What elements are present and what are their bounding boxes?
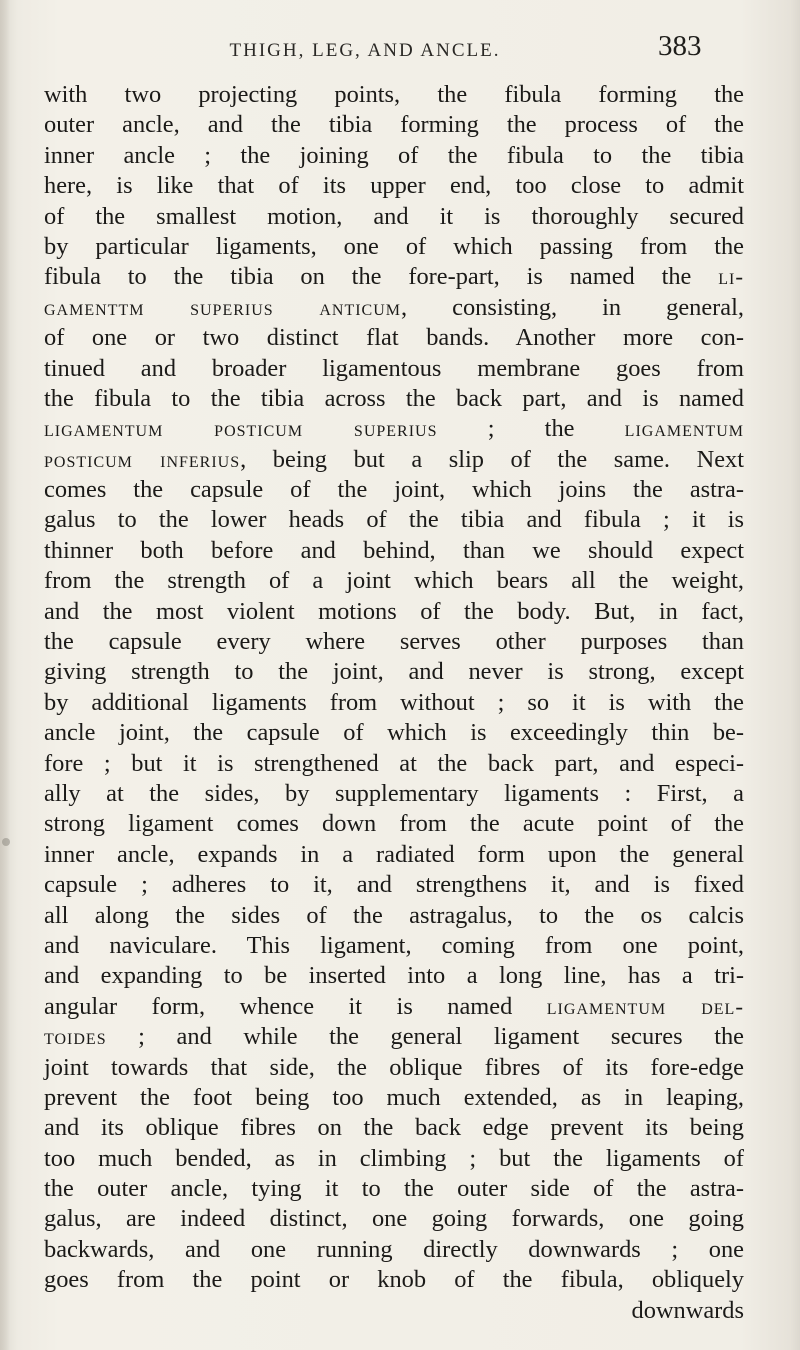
text-line [44, 566, 744, 596]
text-segment: , being but a slip of the same. Next [240, 445, 744, 473]
text-line [44, 1235, 744, 1265]
text-line [44, 870, 744, 900]
text-line [44, 657, 744, 687]
text-segment: by additional ligaments from without ; so it is with the [44, 688, 744, 716]
text-segment: all along the sides of the astragalus, to the os calcis [44, 901, 744, 929]
text-line [44, 1053, 744, 1083]
text-segment: thinner both before and behind, than we should expect [44, 536, 744, 564]
text-line [44, 414, 744, 444]
text-line [44, 1144, 744, 1174]
text-line [44, 597, 744, 627]
ligament-name: ligamentum posticum superius [44, 416, 438, 442]
text-segment: and expanding to be inserted into a long line, has a tri- [44, 962, 744, 990]
text-line [44, 354, 744, 384]
text-segment: fore ; but it is strengthened at the back part, and especi- [44, 749, 744, 777]
text-line [44, 110, 744, 140]
text-segment: prevent the foot being too much extended, as in leaping, [44, 1083, 744, 1111]
page-number: 383 [658, 30, 702, 62]
ink-spot [2, 838, 10, 846]
text-segment: inner ancle ; the joining of the fibula to the tibia [44, 141, 744, 169]
text-line [44, 293, 744, 323]
text-line [44, 232, 744, 262]
text-line [44, 1083, 744, 1113]
ligament-name: toides [44, 1024, 107, 1050]
text-segment: goes from the point or knob of the fibula, obliquely [44, 1266, 744, 1294]
text-line [44, 840, 744, 870]
text-line [44, 749, 744, 779]
text-segment: by particular ligaments, one of which passing from the [44, 232, 744, 260]
text-segment: angular form, whence it is named [44, 992, 547, 1020]
text-segment: with two projecting points, the fibula forming the [44, 81, 744, 108]
text-line [44, 445, 744, 475]
text-segment: of the smallest motion, and it is thoroughly secured [44, 202, 744, 230]
text-segment: , consisting, in general, [401, 293, 744, 321]
text-segment: galus, are indeed distinct, one going forwards, one going [44, 1205, 744, 1233]
running-title: THIGH, LEG, AND ANCLE. [229, 40, 501, 61]
text-segment: backwards, and one running directly downwards ; one [44, 1235, 744, 1263]
body-text [44, 80, 744, 1326]
text-segment: inner ancle, expands in a radiated form upon the general [44, 840, 744, 868]
text-line [44, 1204, 744, 1234]
text-line [44, 901, 744, 931]
text-line [44, 80, 744, 110]
text-segment: comes the capsule of the joint, which joins the astra- [44, 476, 744, 504]
text-line [44, 809, 744, 839]
text-segment: outer ancle, and the tibia forming the process of the [44, 111, 744, 139]
text-line [44, 688, 744, 718]
text-line [44, 1265, 744, 1295]
text-segment: too much bended, as in climbing ; but the ligaments of [44, 1144, 744, 1172]
text-line [44, 171, 744, 201]
text-line [44, 323, 744, 353]
text-line [44, 384, 744, 414]
text-segment: giving strength to the joint, and never is strong, except [44, 658, 744, 686]
text-segment: the outer ancle, tying it to the outer side of the astra- [44, 1175, 744, 1203]
ligament-name: li- [718, 264, 744, 290]
text-segment: of one or two distinct flat bands. Another more con- [44, 324, 744, 352]
text-segment: the fibula to the tibia across the back part, and is named [44, 384, 744, 412]
catchword: downwards [631, 1296, 744, 1324]
text-line [44, 1022, 744, 1052]
page-gutter-shadow [0, 0, 10, 1350]
text-segment: from the strength of a joint which bears all the weight, [44, 567, 744, 595]
text-line [44, 475, 744, 505]
text-line [44, 1113, 744, 1143]
text-line [44, 627, 744, 657]
text-line [44, 961, 744, 991]
text-segment: the capsule every where serves other purposes than [44, 628, 744, 656]
text-segment: joint towards that side, the oblique fibres of its fore-edge [44, 1053, 744, 1081]
text-line [44, 718, 744, 748]
text-line [44, 536, 744, 566]
text-segment: ; the [437, 415, 625, 443]
text-line [44, 141, 744, 171]
text-segment: and its oblique fibres on the back edge prevent its being [44, 1114, 744, 1142]
text-segment: and the most violent motions of the body. But, in fact, [44, 597, 744, 625]
text-line [44, 202, 744, 232]
text-line [44, 992, 744, 1022]
text-segment: ; and while the general ligament secures the [106, 1023, 744, 1051]
text-line [44, 505, 744, 535]
text-segment: fibula to the tibia on the fore-part, is named the [44, 263, 719, 291]
text-line [44, 931, 744, 961]
ligament-name: posticum inferius [44, 446, 241, 472]
text-segment: galus to the lower heads of the tibia and fibula ; it is [44, 506, 744, 534]
text-line [44, 1174, 744, 1204]
text-segment: tinued and broader ligamentous membrane goes from [44, 354, 744, 382]
text-segment: ally at the sides, by supplementary ligaments : First, a [44, 779, 744, 807]
ligament-name: gamenttm superius anticum [44, 294, 402, 320]
text-segment: capsule ; adheres to it, and strengthens it, and is fixed [44, 871, 744, 899]
text-line [44, 262, 744, 292]
text-segment: here, is like that of its upper end, too close to admit [44, 172, 744, 200]
text-segment: ancle joint, the capsule of which is exceedingly thin be- [44, 719, 744, 747]
ligament-name: ligamentum del- [546, 993, 744, 1019]
ligament-name: ligamentum [624, 416, 744, 442]
text-segment: and naviculare. This ligament, coming from one point, [44, 931, 744, 959]
text-segment: strong ligament comes down from the acute point of the [44, 810, 744, 838]
text-line [44, 779, 744, 809]
